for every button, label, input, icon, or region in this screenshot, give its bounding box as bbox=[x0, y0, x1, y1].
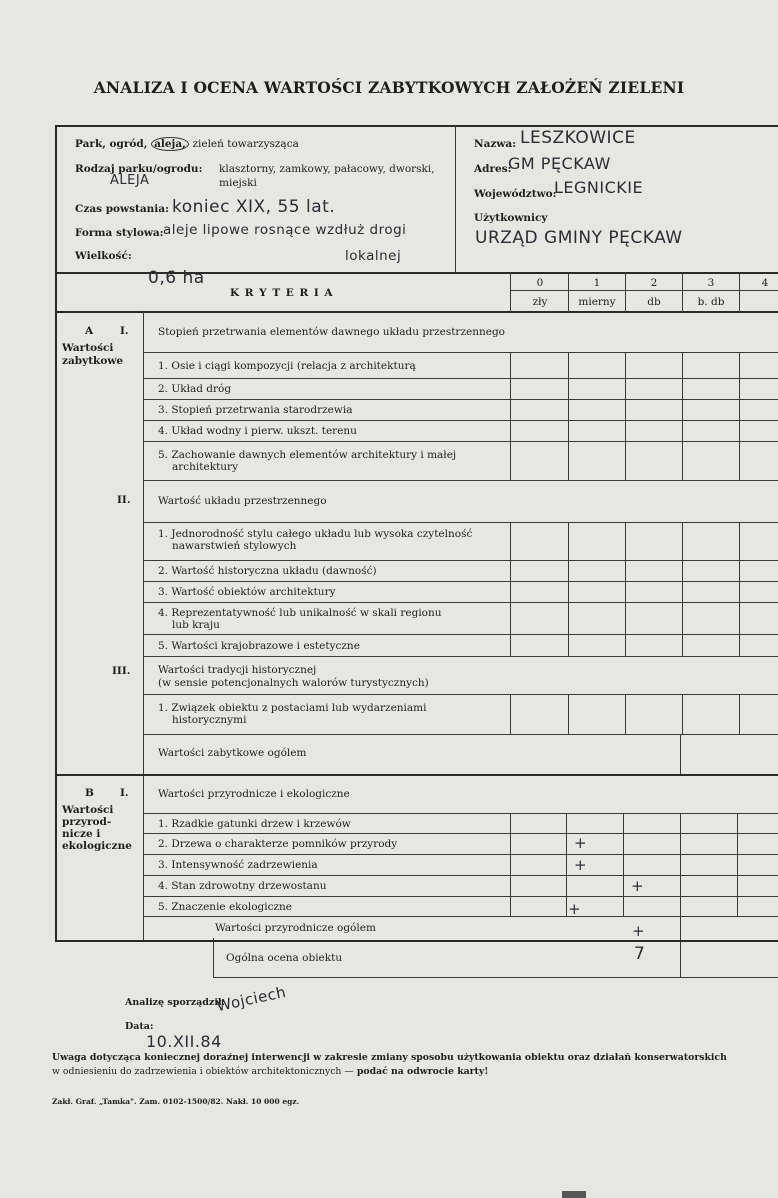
col-line-4-a3 bbox=[739, 694, 740, 734]
row-line-a1 bbox=[143, 378, 778, 379]
group-ii-title: Wartość układu przestrzennego bbox=[158, 495, 327, 507]
criterion-a2-5: 5. Wartości krajobrazowe i estetyczne bbox=[158, 640, 360, 652]
row-line-bb5 bbox=[143, 916, 778, 917]
group-iii-title: Wartości tradycji historycznej bbox=[158, 664, 317, 676]
scale-label-0: zły bbox=[532, 296, 548, 308]
mark-overall: 7 bbox=[634, 944, 645, 964]
row-line-a-title bbox=[143, 352, 778, 353]
b-total-label: Wartości przyrodnicze ogólem bbox=[215, 922, 376, 934]
col-line-0a bbox=[510, 272, 511, 312]
forma-value-2: lokalnej bbox=[345, 248, 402, 264]
uzytkownicy-value: URZĄD GMINY PĘCKAW bbox=[475, 228, 683, 248]
kryteria-bottom-line bbox=[55, 311, 778, 313]
col-line-1-a3 bbox=[568, 694, 569, 734]
outer-left-line bbox=[55, 125, 57, 941]
criterion-b-1: 1. Rzadkie gatunki drzew i krzewów bbox=[158, 818, 351, 830]
criterion-a2-2: 2. Wartość historyczna układu (dawność) bbox=[158, 565, 377, 577]
criterion-b-3: 3. Intensywność zadrzewienia bbox=[158, 859, 318, 871]
row-line-b2 bbox=[143, 581, 778, 582]
col-line-2-a1 bbox=[625, 352, 626, 480]
criterion-a2-4b: lub kraju bbox=[172, 619, 220, 631]
scale-label-3: b. db bbox=[697, 296, 725, 308]
col-line-2-a3 bbox=[625, 694, 626, 734]
uzytkownicy-label: Użytkownicy bbox=[474, 212, 548, 224]
header-top-line bbox=[55, 125, 778, 127]
group-b-title: Wartości przyrodnicze i ekologiczne bbox=[158, 788, 350, 800]
col-line-1-a2 bbox=[568, 522, 569, 656]
scale-num-0: 0 bbox=[536, 277, 544, 289]
overall-left-line bbox=[213, 938, 214, 978]
rodzaj-label: Rodzaj parku/ogrodu: bbox=[75, 163, 203, 175]
row-line-overall bbox=[213, 977, 778, 978]
analiza-label: Analizę sporządził: bbox=[125, 997, 226, 1008]
row-line-b-total bbox=[55, 940, 778, 942]
criterion-a1-3: 3. Stopień przetrwania starodrzewia bbox=[158, 404, 353, 416]
uwaga-line-1: Uwaga dotycząca koniecznej doraźnej interwencji w zakresie zmiany sposobu użytkowania obiektu oraz działań konserwatorskich bbox=[52, 1052, 727, 1063]
rodzaj-options: klasztorny, zamkowy, pałacowy, dworski, bbox=[219, 163, 435, 175]
nazwa-label: Nazwa: bbox=[474, 138, 517, 150]
criterion-a2-4: 4. Reprezentatywność lub unikalność w skali regionu bbox=[158, 607, 442, 619]
group-iii-roman: III. bbox=[112, 665, 131, 677]
uwaga-line-2: w odniesieniu do zadrzewienia i obiektów architektonicznych — podać na odwrocie karty! bbox=[52, 1066, 489, 1077]
scale-divider bbox=[510, 290, 778, 291]
col-line-3-a1 bbox=[682, 352, 683, 480]
section-a-name: Wartości bbox=[62, 342, 114, 354]
col-line-2-b bbox=[623, 813, 624, 916]
criterion-b-5: 5. Znaczenie ekologiczne bbox=[158, 901, 293, 913]
row-line-b1 bbox=[143, 560, 778, 561]
criterion-a1-4: 4. Układ wodny i pierw. ukszt. terenu bbox=[158, 425, 357, 437]
col-line-0-a1 bbox=[510, 352, 511, 480]
section-b-name-4: ekologiczne bbox=[62, 840, 132, 852]
row-line-a5 bbox=[143, 480, 778, 481]
col-line-3-a3 bbox=[682, 694, 683, 734]
scale-label-2: db bbox=[647, 296, 661, 308]
col-line-3-b bbox=[680, 813, 681, 916]
czas-value: koniec XIX, 55 lat. bbox=[172, 197, 336, 217]
col-line-1-a1 bbox=[568, 352, 569, 480]
col-line-a-total bbox=[680, 734, 681, 774]
header-divider bbox=[455, 125, 456, 273]
scale-num-3: 3 bbox=[707, 277, 715, 289]
mark-b4: + bbox=[631, 877, 644, 895]
section-b-letter: B bbox=[85, 787, 94, 799]
row-line-c1 bbox=[143, 734, 778, 735]
mark-b2: + bbox=[574, 834, 587, 852]
row-line-bb1 bbox=[143, 833, 778, 834]
criterion-a1-2: 2. Układ dróg bbox=[158, 383, 232, 395]
scale-num-2: 2 bbox=[650, 277, 658, 289]
col-line-1-b bbox=[566, 813, 567, 916]
criterion-a2-1: 1. Jednorodność stylu całego układu lub wysoka czytelność bbox=[158, 528, 473, 540]
kryteria-heading: K R Y T E R I A bbox=[230, 287, 334, 299]
col-line-0-a2 bbox=[510, 522, 511, 656]
row-line-bb-title bbox=[143, 813, 778, 814]
data-value: 10.XII.84 bbox=[146, 1032, 222, 1051]
group-ii-roman: II. bbox=[117, 494, 131, 506]
col-line-2-a2 bbox=[625, 522, 626, 656]
criteria-left-line bbox=[143, 311, 144, 941]
col-line-4-a1 bbox=[739, 352, 740, 480]
overall-label: Ogólna ocena obiektu bbox=[226, 952, 343, 964]
nazwa-value: LESZKOWICE bbox=[520, 128, 636, 148]
data-label: Data: bbox=[125, 1021, 154, 1032]
row-line-bb2 bbox=[143, 854, 778, 855]
rodzaj-options-2: miejski bbox=[219, 177, 257, 189]
col-line-4-a2 bbox=[739, 522, 740, 656]
type-label: Park, ogród, aleja, zieleń towarzysząca bbox=[75, 138, 299, 150]
row-line-a2 bbox=[143, 399, 778, 400]
criterion-a1-5: 5. Zachowanie dawnych elementów architektury i małej bbox=[158, 449, 457, 461]
mark-b5: + bbox=[568, 900, 581, 918]
row-line-a-total bbox=[55, 774, 778, 776]
section-b-roman: I. bbox=[120, 787, 129, 799]
aleja-circled: aleja, bbox=[151, 137, 189, 151]
adres-label: Adres: bbox=[474, 163, 512, 175]
section-b-name-1: Wartości bbox=[62, 804, 114, 816]
scan-artifact bbox=[562, 1191, 586, 1198]
row-line-b3 bbox=[143, 602, 778, 603]
row-line-bb3 bbox=[143, 875, 778, 876]
criterion-b-2: 2. Drzewa o charakterze pomników przyrody bbox=[158, 838, 398, 850]
scale-num-1: 1 bbox=[593, 277, 601, 289]
row-line-b4 bbox=[143, 634, 778, 635]
col-line-3a bbox=[682, 272, 683, 312]
criterion-a3-1: 1. Związek obiektu z postaciami lub wydarzeniami bbox=[158, 702, 427, 714]
criterion-a1-5b: architektury bbox=[172, 461, 239, 473]
row-line-b5 bbox=[143, 656, 778, 657]
row-line-b-title bbox=[143, 522, 778, 523]
overall-right-line bbox=[680, 916, 681, 978]
criterion-a3-1b: historycznymi bbox=[172, 714, 247, 726]
row-line-c-title bbox=[143, 694, 778, 695]
row-line-a4 bbox=[143, 441, 778, 442]
section-a-letter: A bbox=[85, 325, 94, 337]
col-line-4a bbox=[739, 272, 740, 312]
col-line-1a bbox=[568, 272, 569, 312]
a-total-label: Wartości zabytkowe ogólem bbox=[158, 747, 307, 759]
col-line-3-a2 bbox=[682, 522, 683, 656]
section-b-name-2: przyrod- bbox=[62, 816, 112, 828]
criterion-a2-1b: nawarstwień stylowych bbox=[172, 540, 297, 552]
criterion-a1-1: 1. Osie i ciągi kompozycji (relacja z architekturą bbox=[158, 360, 416, 372]
group-iii-title-2: (w sensie potencjonalnych walorów turystycznych) bbox=[158, 677, 429, 689]
col-line-2a bbox=[625, 272, 626, 312]
section-a-name-2: zabytkowe bbox=[62, 355, 124, 367]
col-line-0-b bbox=[510, 813, 511, 916]
section-a-roman: I. bbox=[120, 325, 129, 337]
criterion-a2-3: 3. Wartość obiektów architektury bbox=[158, 586, 336, 598]
wielkosc-label: Wielkość: bbox=[75, 250, 132, 262]
wielkosc-value: 0,6 ha bbox=[148, 268, 205, 288]
rodzaj-handwritten: ALEJA bbox=[110, 173, 150, 188]
czas-label: Czas powstania: bbox=[75, 203, 169, 215]
row-line-bb4 bbox=[143, 896, 778, 897]
row-line-a3 bbox=[143, 420, 778, 421]
scale-num-4: 4 bbox=[761, 277, 769, 289]
mark-b-total: + bbox=[632, 922, 645, 940]
col-line-4-b bbox=[737, 813, 738, 916]
mark-b3: + bbox=[574, 856, 587, 874]
col-line-0-a3 bbox=[510, 694, 511, 734]
forma-label: Forma stylowa: bbox=[75, 227, 164, 239]
printer-line: Zakł. Graf. „Tamka". Zam. 0102-1500/82. Nakł. 10 000 egz. bbox=[52, 1097, 300, 1106]
form-title: ANALIZA I OCENA WARTOŚCI ZABYTKOWYCH ZAŁOŻEŃ ZIELENI bbox=[93, 78, 685, 97]
signature: Wojciech bbox=[214, 982, 288, 1016]
wojewodztwo-value: LEGNICKIE bbox=[554, 178, 644, 197]
forma-value: aleje lipowe rosnące wzdłuż drogi bbox=[163, 222, 407, 238]
wojewodztwo-label: Województwo: bbox=[474, 188, 557, 200]
scale-label-1: mierny bbox=[578, 296, 616, 308]
criterion-b-4: 4. Stan zdrowotny drzewostanu bbox=[158, 880, 327, 892]
adres-value: GM PĘCKAW bbox=[508, 154, 611, 173]
group-i-title: Stopień przetrwania elementów dawnego układu przestrzennego bbox=[158, 326, 505, 338]
section-b-name-3: nicze i bbox=[62, 828, 101, 840]
